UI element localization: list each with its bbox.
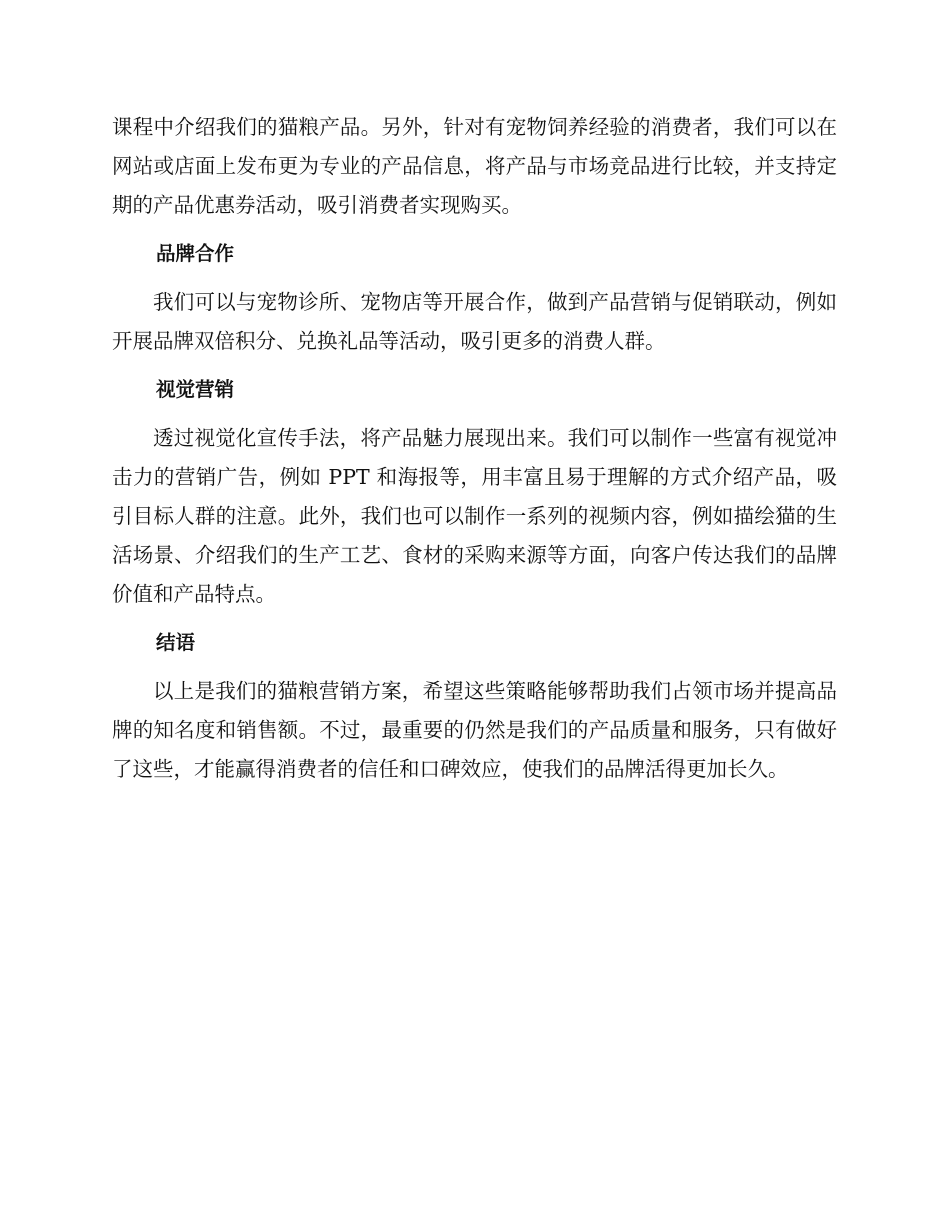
section-paragraph-brand-cooperation: 我们可以与宠物诊所、宠物店等开展合作，做到产品营销与促销联动，例如开展品牌双倍积分、兑换礼品等活动，吸引更多的消费人群。	[112, 290, 837, 353]
section-heading-conclusion: 结语	[156, 631, 196, 654]
section-heading-brand-cooperation: 品牌合作	[156, 242, 235, 265]
section-paragraph-visual-marketing: 透过视觉化宣传手法，将产品魅力展现出来。我们可以制作一些富有视觉冲击力的营销广告，例如 PPT 和海报等，用丰富且易于理解的方式介绍产品，吸引目标人群的注意。此外，我们也可以制作一系列的视频内容，例如描绘猫的生活场景、介绍我们的生产工艺、食材的采购来源等方面，向客户传达我们的品牌价值和产品特点。	[112, 426, 837, 606]
document-body	[112, 108, 837, 789]
section-heading-visual-marketing: 视觉营销	[156, 378, 235, 401]
section-paragraph-conclusion: 以上是我们的猫粮营销方案，希望这些策略能够帮助我们占领市场并提高品牌的知名度和销售额。不过，最重要的仍然是我们的产品质量和服务，只有做好了这些，才能赢得消费者的信任和口碑效应，使我们的品牌活得更加长久。	[112, 679, 837, 781]
intro-paragraph: 课程中介绍我们的猫粮产品。另外，针对有宠物饲养经验的消费者，我们可以在网站或店面上发布更为专业的产品信息，将产品与市场竞品进行比较，并支持定期的产品优惠券活动，吸引消费者实现购买。	[112, 115, 837, 217]
